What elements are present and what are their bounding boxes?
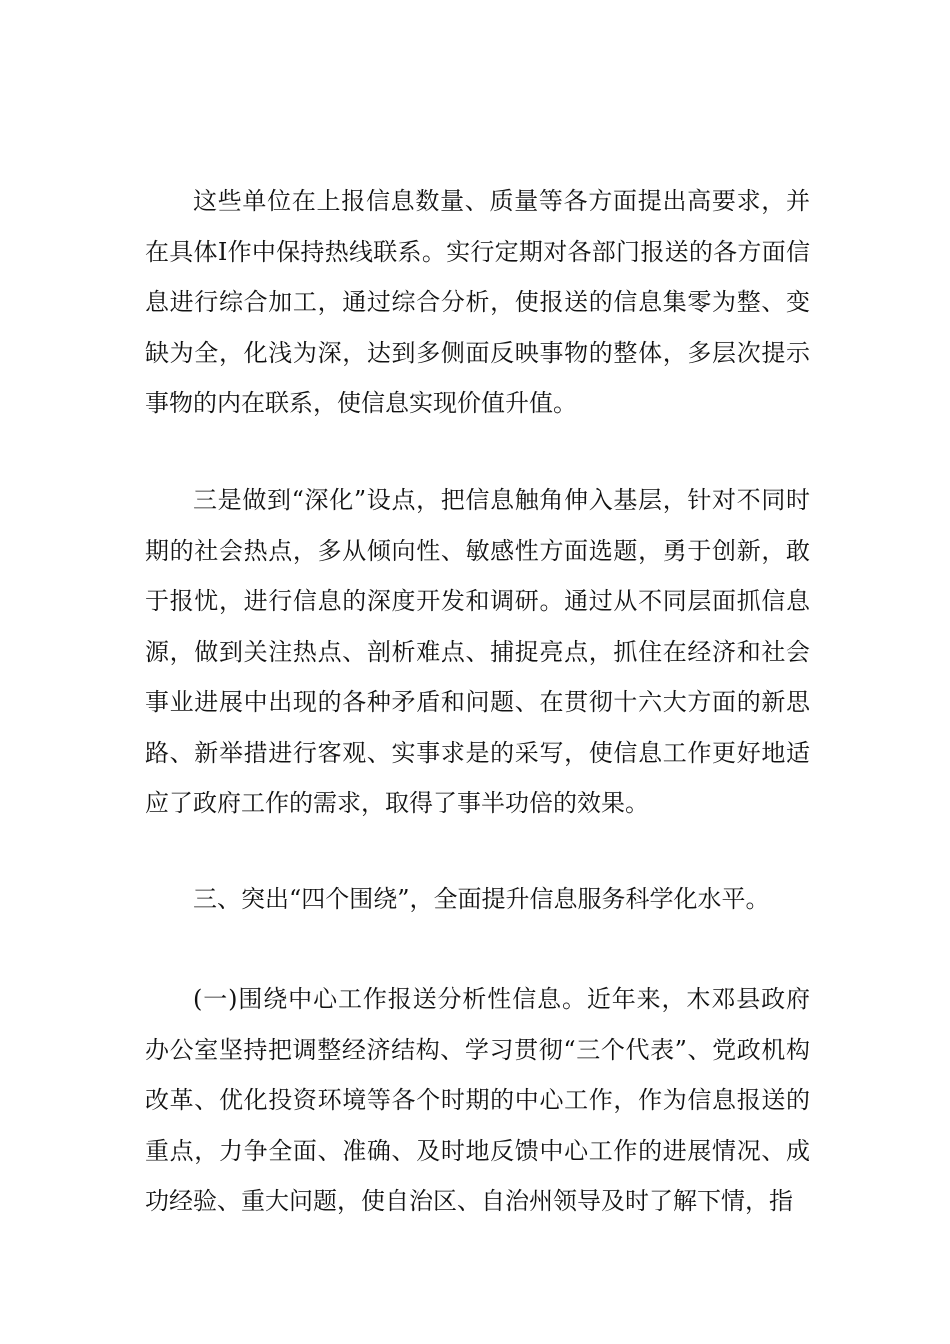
section-heading: 三、突出“四个围绕”，全面提升信息服务科学化水平。: [193, 885, 770, 913]
body-paragraph: 三是做到“深化”设点，把信息触角伸入基层，针对不同时期的社会热点，多从倾向性、敏感性方面选题，勇于创新，敢于报忧，进行信息的深度开发和调研。通过从不同层面抓信息源，做到关注热点、剖析难点、捕捉亮点，抓住在经济和社会事业进展中出现的各种矛盾和问题、在贯彻十六大方面的新思路、新举措进行客观、实事求是的采写，使信息工作更好地适应了政府工作的需求，取得了事半功倍的效果。: [145, 486, 810, 817]
body-paragraph: (一)围绕中心工作报送分析性信息。近年来，木邓县政府办公室坚持把调整经济结构、学习贯彻“三个代表”、党政机构改革、优化投资环境等各个时期的中心工作，作为信息报送的重点，力争全面、准确、及时地反馈中心工作的进展情况、成功经验、重大问题，使自治区、自治州领导及时了解下情，指: [145, 985, 810, 1215]
body-paragraph: 这些单位在上报信息数量、质量等各方面提出高要求，并在具体I作中保持热线联系。实行定期对各部门报送的各方面信息进行综合加工，通过综合分析，使报送的信息集零为整、变缺为全，化浅为深，达到多侧面反映事物的整体，多层次提示事物的内在联系，使信息实现价值升值。: [145, 187, 810, 417]
